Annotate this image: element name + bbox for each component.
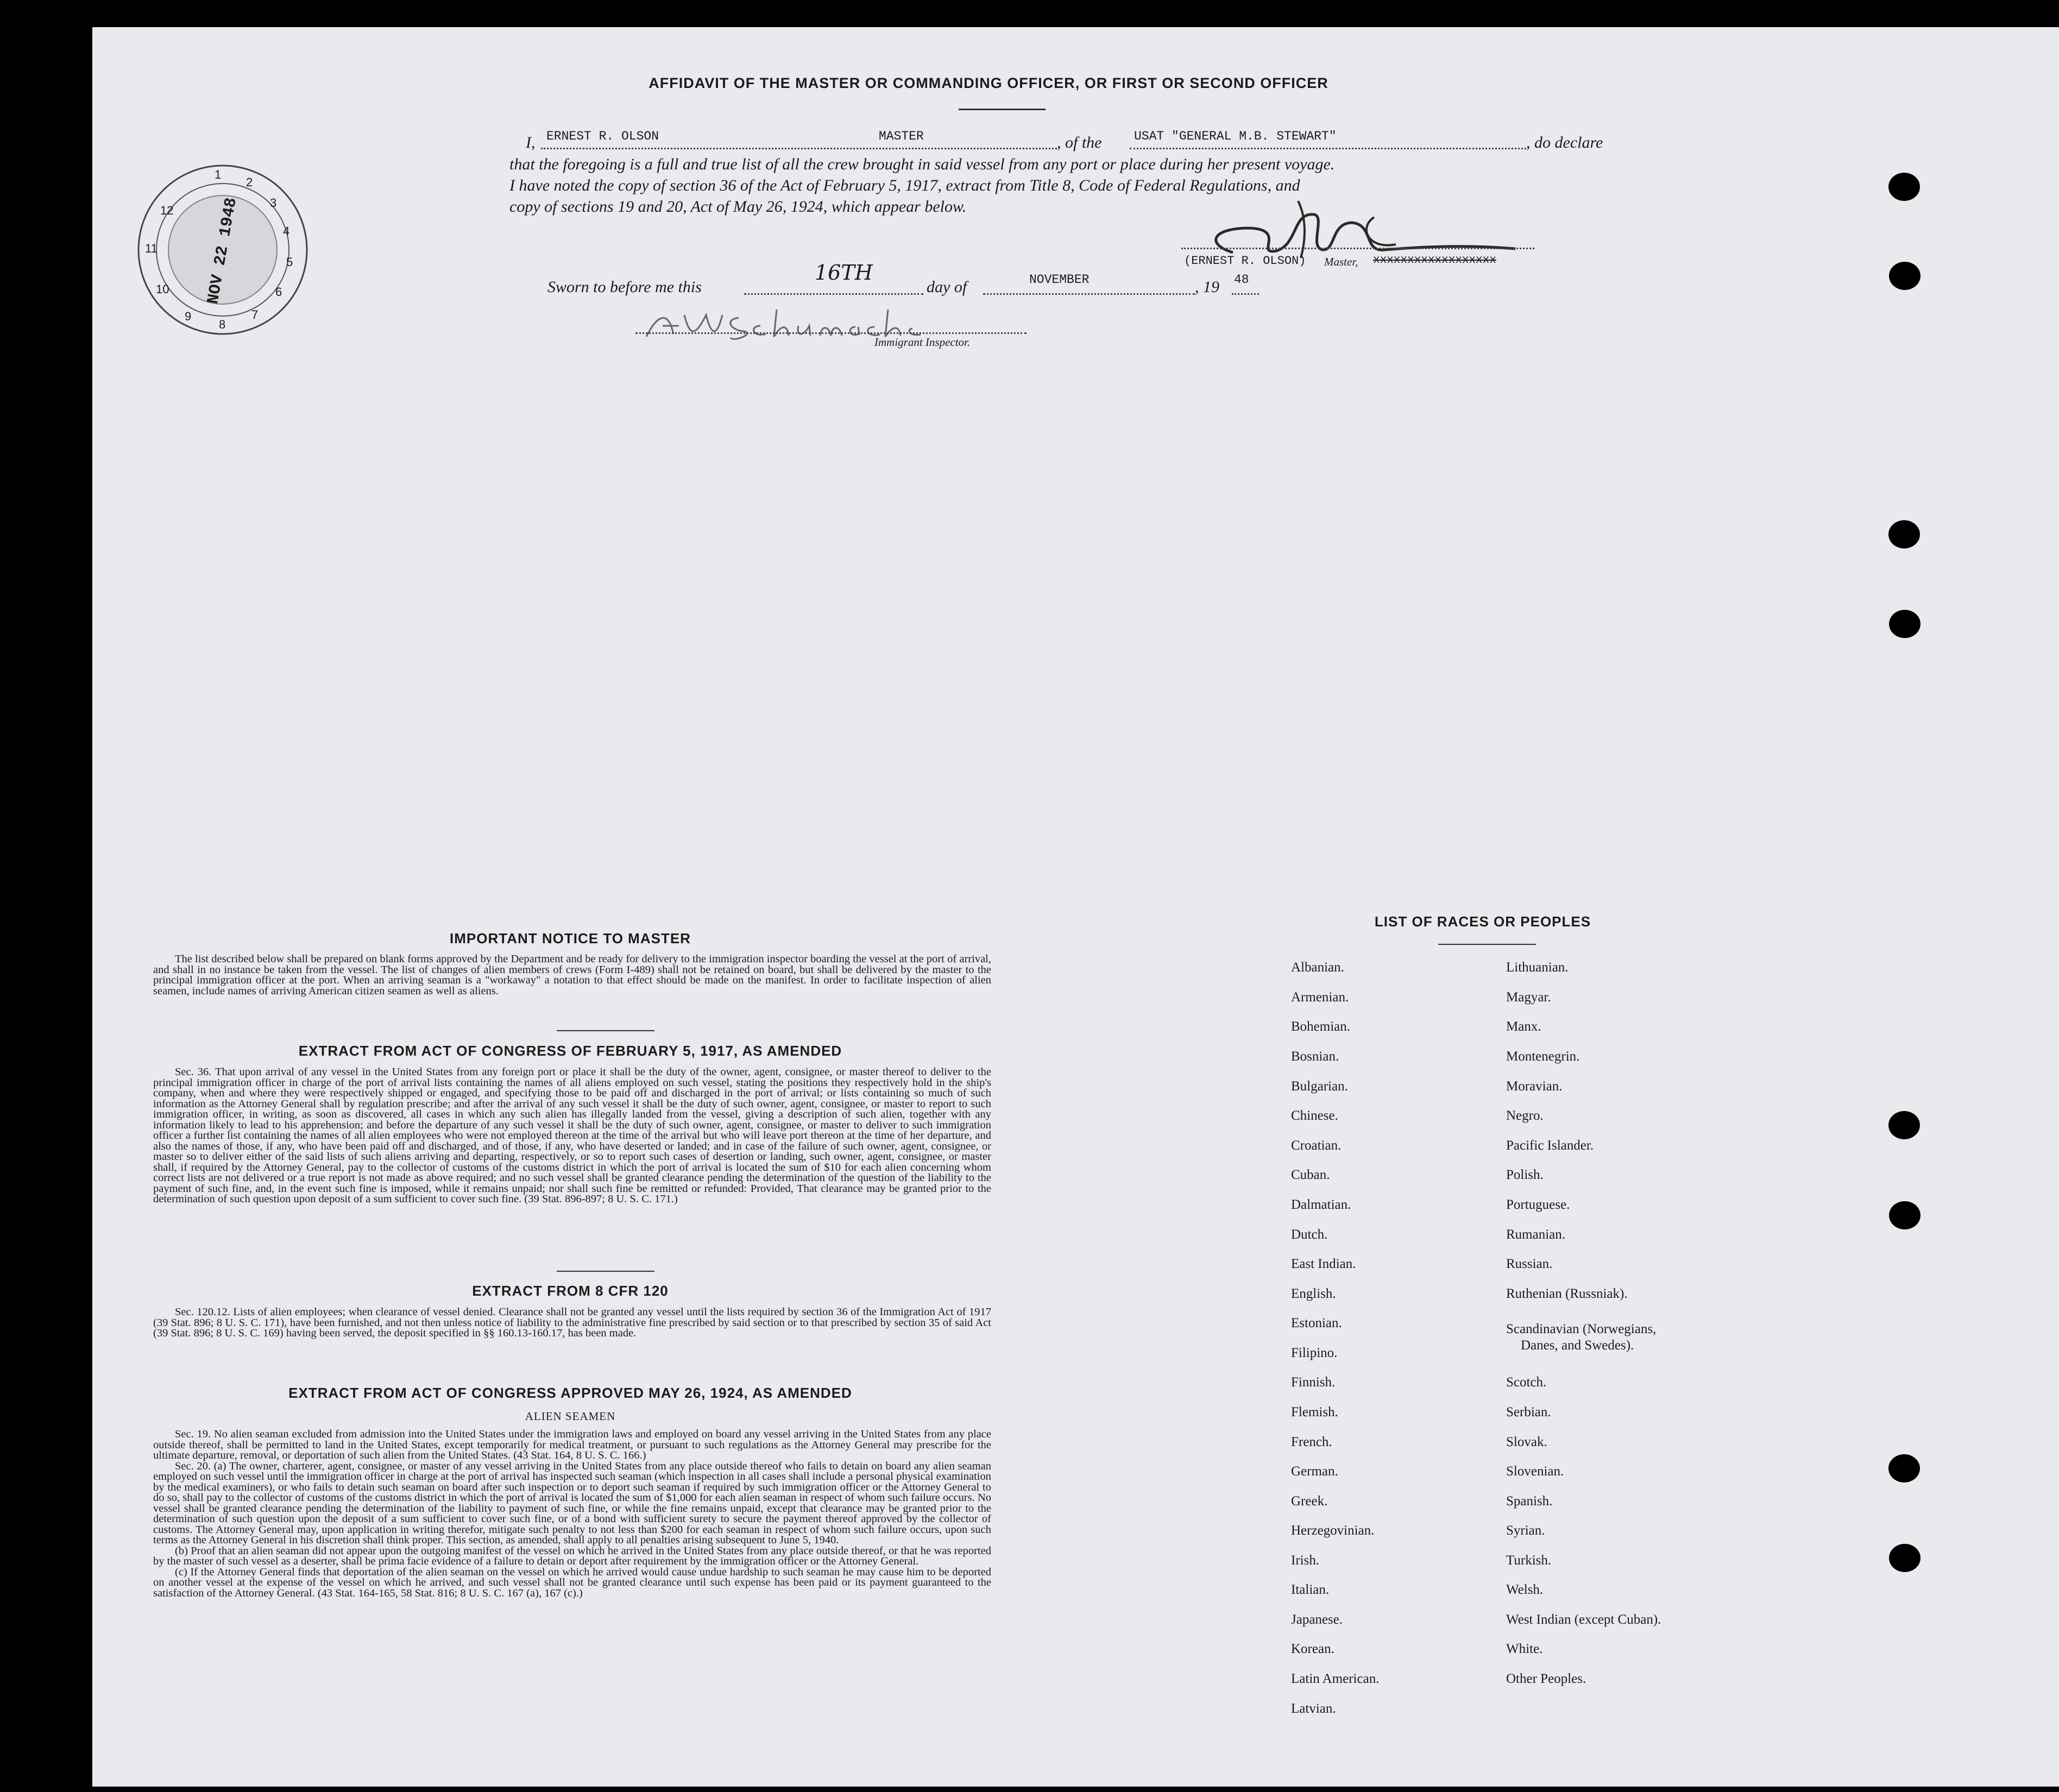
punch-hole bbox=[1888, 173, 1920, 201]
sworn-day: 16TH bbox=[815, 261, 873, 285]
title-divider bbox=[959, 109, 1046, 110]
race-item: Cuban. bbox=[1291, 1168, 1330, 1182]
race-item: Ruthenian (Russniak). bbox=[1506, 1286, 1628, 1301]
race-item: Dalmatian. bbox=[1291, 1197, 1351, 1212]
master-rank: MASTER bbox=[879, 129, 924, 143]
race-item: Negro. bbox=[1506, 1108, 1544, 1123]
race-item: East Indian. bbox=[1291, 1257, 1356, 1271]
punch-hole bbox=[1889, 610, 1921, 638]
affidavit-title: AFFIDAVIT OF THE MASTER OR COMMANDING OFFICER, OR FIRST OR SECOND OFFICER bbox=[648, 75, 1328, 91]
race-item: White. bbox=[1506, 1642, 1543, 1656]
inspection-stamp bbox=[133, 160, 312, 339]
day-line bbox=[744, 293, 923, 295]
punch-hole bbox=[1889, 1201, 1921, 1229]
race-item: Bosnian. bbox=[1291, 1049, 1339, 1064]
race-item: Magyar. bbox=[1506, 990, 1551, 1005]
race-item: Scandinavian (Norwegians, bbox=[1506, 1322, 1657, 1336]
extract-cfr-title: EXTRACT FROM 8 CFR 120 bbox=[472, 1283, 669, 1299]
extract-1924-subtitle: ALIEN SEAMEN bbox=[525, 1410, 616, 1423]
race-item: Syrian. bbox=[1506, 1523, 1545, 1538]
race-item: Latvian. bbox=[1291, 1701, 1336, 1716]
race-item: Croatian. bbox=[1291, 1138, 1342, 1153]
do-declare-text: , do declare bbox=[1526, 134, 1603, 152]
race-item: Russian. bbox=[1506, 1257, 1553, 1271]
punch-hole bbox=[1889, 1544, 1921, 1572]
punch-hole bbox=[1888, 1111, 1920, 1139]
sworn-month: NOVEMBER bbox=[1029, 273, 1090, 287]
master-name: ERNEST R. OLSON bbox=[546, 129, 659, 143]
of-the-text: , of the bbox=[1057, 134, 1102, 152]
race-item: West Indian (except Cuban). bbox=[1506, 1612, 1661, 1627]
year-line bbox=[1232, 293, 1259, 295]
race-item: Slovenian. bbox=[1506, 1464, 1564, 1479]
month-line bbox=[983, 293, 1195, 295]
stamp-date: NOV 22 1948 bbox=[204, 196, 241, 306]
race-item: Herzegovinian. bbox=[1291, 1523, 1375, 1538]
sworn-year: 48 bbox=[1234, 273, 1249, 287]
race-item: Spanish. bbox=[1506, 1494, 1553, 1509]
sec-20a: Sec. 20. (a) The owner, charterer, agent, consignee, or master of any vessel arriving in the United States from any place outside thereof who fails to detain on board any alien seaman employed on such vessel until the immigration officer in charge at the port of arrival has inspected such seaman (which inspection in all cases shall include a personal physical examination by the medical examiners), or who fails to detain such seaman on board after such inspection or to deport such seaman if required by such immigration officer or the Attorney General to do so, shall pay to the collector of customs of the customs district in which the port of arrival is located the sum of $1,000 for each alien seaman in respect of whom such failure occurs. No vessel shall be granted clearance pending the determination of the liability to payment of such fine, or while the fine remains unpaid, except that clearance may be granted prior to the determination of such question upon the deposit of a sum sufficient to cover such fine, or of a bond with sufficient surety to secure the payment thereof approved by the collector of customs. The Attorney General may, upon application in writing therefor, mitigate such penalty to not less than $200 for each seaman in respect of whom such failure occurs, upon such terms as the Attorney General in his discretion shall think proper. This section, as amended, shall apply to all penalties arising subsequent to June 5, 1940. bbox=[153, 1460, 991, 1546]
race-item: Serbian. bbox=[1506, 1405, 1551, 1419]
signature-line bbox=[1181, 248, 1534, 249]
race-item: Korean. bbox=[1291, 1642, 1334, 1656]
signer-title: Master, bbox=[1324, 255, 1358, 268]
race-item: Bulgarian. bbox=[1291, 1079, 1348, 1094]
year-prefix: , 19 bbox=[1195, 278, 1219, 296]
sec-19: Sec. 19. No alien seaman excluded from admission into the United States under the immigration laws and employed on board any vessel arriving in the United States from any place outside thereof, shall be permitted to land in the United States, except temporarily for medical treatment, or pursuant to such regulations as the Attorney General may prescribe for the ultimate departure, removal, or deportation of such alien from the United States. (43 Stat. 164, 8 U. S. C. 166.) bbox=[153, 1428, 991, 1461]
notice-title: IMPORTANT NOTICE TO MASTER bbox=[450, 930, 691, 947]
race-item: Montenegrin. bbox=[1506, 1049, 1580, 1064]
punch-hole bbox=[1889, 262, 1921, 290]
name-line bbox=[541, 148, 1057, 149]
race-item: Greek. bbox=[1291, 1494, 1328, 1509]
sec-20c: (c) If the Attorney General finds that deportation of the alien seaman on the vessel on which he arrived would cause undue hardship to such seaman he may cause him to be deported on another vessel at the expense of the vessel on which he arrived, and such vessel shall not be granted clearance until such expense has been paid or its payment guaranteed to the satisfaction of the Attorney General. (43 Stat. 164-165, 58 Stat. 816; 8 U. S. C. 167 (a), 167 (c).) bbox=[153, 1566, 991, 1599]
section-divider bbox=[557, 1030, 654, 1031]
race-item: Portuguese. bbox=[1506, 1197, 1570, 1212]
race-item: Welsh. bbox=[1506, 1582, 1544, 1597]
affidavit-i: I, bbox=[526, 134, 536, 152]
race-item: Slovak. bbox=[1506, 1435, 1547, 1449]
race-item: Bohemian. bbox=[1291, 1019, 1351, 1034]
race-item: Danes, and Swedes). bbox=[1521, 1338, 1634, 1353]
notice-body: The list described below shall be prepared on blank forms approved by the Department and be ready for delivery to the immigration inspector boarding the vessel at the port of arrival, and shall in no instance be taken from the vessel. The list of changes of alien members of crews (Form I-489) shall not be retained on board, but shall be delivered by the master to the principal immigration officer at the port. When an arriving seaman is a "workaway" a notation to that effect should be made on the manifest. In order to facilitate inspection of alien seamen, include names of arriving American citizen seamen as well as aliens. bbox=[153, 953, 991, 997]
race-item: Japanese. bbox=[1291, 1612, 1343, 1627]
race-item: Manx. bbox=[1506, 1019, 1541, 1034]
race-item: Other Peoples. bbox=[1506, 1671, 1586, 1686]
race-item: German. bbox=[1291, 1464, 1338, 1479]
races-title: LIST OF RACES OR PEOPLES bbox=[1374, 913, 1591, 930]
race-item: Albanian. bbox=[1291, 960, 1344, 975]
struck-officer-text: xxxxxxxxxxxxxxxxxx bbox=[1373, 254, 1496, 267]
extract-1924-title: EXTRACT FROM ACT OF CONGRESS APPROVED MAY 26, 1924, AS AMENDED bbox=[288, 1385, 852, 1401]
extract-1917-title: EXTRACT FROM ACT OF CONGRESS OF FEBRUARY 5, 1917, AS AMENDED bbox=[298, 1043, 842, 1059]
race-item: Dutch. bbox=[1291, 1227, 1328, 1242]
sworn-text: Sworn to before me this bbox=[547, 278, 702, 296]
race-item: Moravian. bbox=[1506, 1079, 1563, 1094]
vessel-line bbox=[1130, 148, 1526, 149]
punch-hole bbox=[1888, 1454, 1920, 1482]
extract-cfr-body: Sec. 120.12. Lists of alien employees; when clearance of vessel denied. Clearance shall not be granted any vessel until the lists required by section 36 of the Immigration Act of 1917 (39 Stat. 896; 8 U. S. C. 171), have been furnished, and not then unless notice of liability to the administrative fine prescribed by said section or to that prescribed by section 35 of said Act (39 Stat. 896; 8 U. S. C. 169) having been served, the deposit specified in §§ 160.13-160.17, has been made. bbox=[153, 1306, 991, 1339]
vessel-name: USAT "GENERAL M.B. STEWART" bbox=[1134, 129, 1337, 143]
inspector-title: Immigrant Inspector. bbox=[874, 336, 971, 349]
race-item: Lithuanian. bbox=[1506, 960, 1569, 975]
race-item: Italian. bbox=[1291, 1582, 1330, 1597]
extract-1917-body: Sec. 36. That upon arrival of any vessel in the United States from any foreign port or place it shall be the duty of the owner, agent, consignee, or master thereof to deliver to the principal immigration officer in charge of the port of arrival lists containing the names of all aliens employed on such vessel, stating the positions they respectively hold in the ship's company, when and where they were respectively shipped or engaged, and specifying those to be paid off and discharged in the port of arrival; or lists containing so much of such information as the Attorney General shall by regulation prescribe; and after the arrival of any such vessel it shall be the duty of such owner, agent, consignee, or master to report to such immigration officer, in writing, as soon as discovered, all cases in which any such alien has illegally landed from the vessel, giving a description of such alien, together with any information likely to lead to his apprehension; and before the departure of any such vessel it shall be the duty of such owner, agent, consignee, or master to deliver to such immigration officer a further list containing the names of all alien employees who were not employed thereon at the time of the arrival but who will leave port thereon at the time of her departure, and also the names of those, if any, who have been paid off and discharged, and of those, if any, who have deserted or landed; and in case of the failure of such owner, agent, consignee, or master so to deliver either of the said lists of such aliens arriving and departing, respectively, or so to report such cases of desertion or landing, such owner, agent, consignee, or master shall, if required by the Attorney General, pay to the collector of customs of the customs district in which the port of arrival is located the sum of $10 for each alien concerning whom correct lists are not delivered or a true report is not made as above required; and no such vessel shall be granted clearance pending the determination of the question of the liability to the payment of such fine, and, in the event such fine is imposed, while it remains unpaid; nor shall such fine be remitted or refunded: Provided, That clearance may be granted prior to the determination of such question upon deposit of a sum sufficient to cover such fine. (39 Stat. 896-897; 8 U. S. C. 171.) bbox=[153, 1066, 991, 1205]
affidavit-line-4: copy of sections 19 and 20, Act of May 26, 1924, which appear below. bbox=[509, 198, 967, 216]
races-divider bbox=[1438, 944, 1536, 945]
day-of-text: day of bbox=[927, 278, 967, 296]
race-item: Scotch. bbox=[1506, 1375, 1547, 1390]
race-item: Polish. bbox=[1506, 1168, 1544, 1182]
race-item: Finnish. bbox=[1291, 1375, 1336, 1390]
race-item: Armenian. bbox=[1291, 990, 1349, 1005]
stamp-ring-numbers: 1 2 3 4 5 6 7 8 9 10 11 12 bbox=[145, 168, 293, 331]
race-item: French. bbox=[1291, 1435, 1332, 1449]
race-item: Estonian. bbox=[1291, 1316, 1342, 1330]
inspector-line bbox=[635, 332, 1027, 334]
race-item: Rumanian. bbox=[1506, 1227, 1566, 1242]
race-item: Flemish. bbox=[1291, 1405, 1338, 1419]
race-item: Pacific Islander. bbox=[1506, 1138, 1594, 1153]
race-item: Latin American. bbox=[1291, 1671, 1380, 1686]
race-item: Filipino. bbox=[1291, 1346, 1338, 1360]
affidavit-line-2: that the foregoing is a full and true list of all the crew brought in said vessel from any port or place during her present voyage. bbox=[509, 155, 1335, 173]
document-page bbox=[92, 27, 2059, 1787]
race-item: Irish. bbox=[1291, 1553, 1320, 1568]
sec-20b: (b) Proof that an alien seaman did not appear upon the outgoing manifest of the vessel on which he arrived in the United States from any place outside thereof, or that he was reported by the master of such vessel as a deserter, shall be prima facie evidence of a failure to detain or deport after requirement by the immigration officer or the Attorney General. bbox=[153, 1544, 991, 1567]
extract-1924-body bbox=[153, 1429, 991, 1599]
signer-typed-name: (ERNEST R. OLSON) bbox=[1184, 254, 1306, 268]
section-divider bbox=[557, 1271, 654, 1272]
affidavit-line-3: I have noted the copy of section 36 of the Act of February 5, 1917, extract from Title 8, Code of Federal Regulations, and bbox=[509, 176, 1300, 194]
punch-hole bbox=[1888, 520, 1920, 548]
race-item: English. bbox=[1291, 1286, 1336, 1301]
race-item: Turkish. bbox=[1506, 1553, 1552, 1568]
race-item: Chinese. bbox=[1291, 1108, 1338, 1123]
